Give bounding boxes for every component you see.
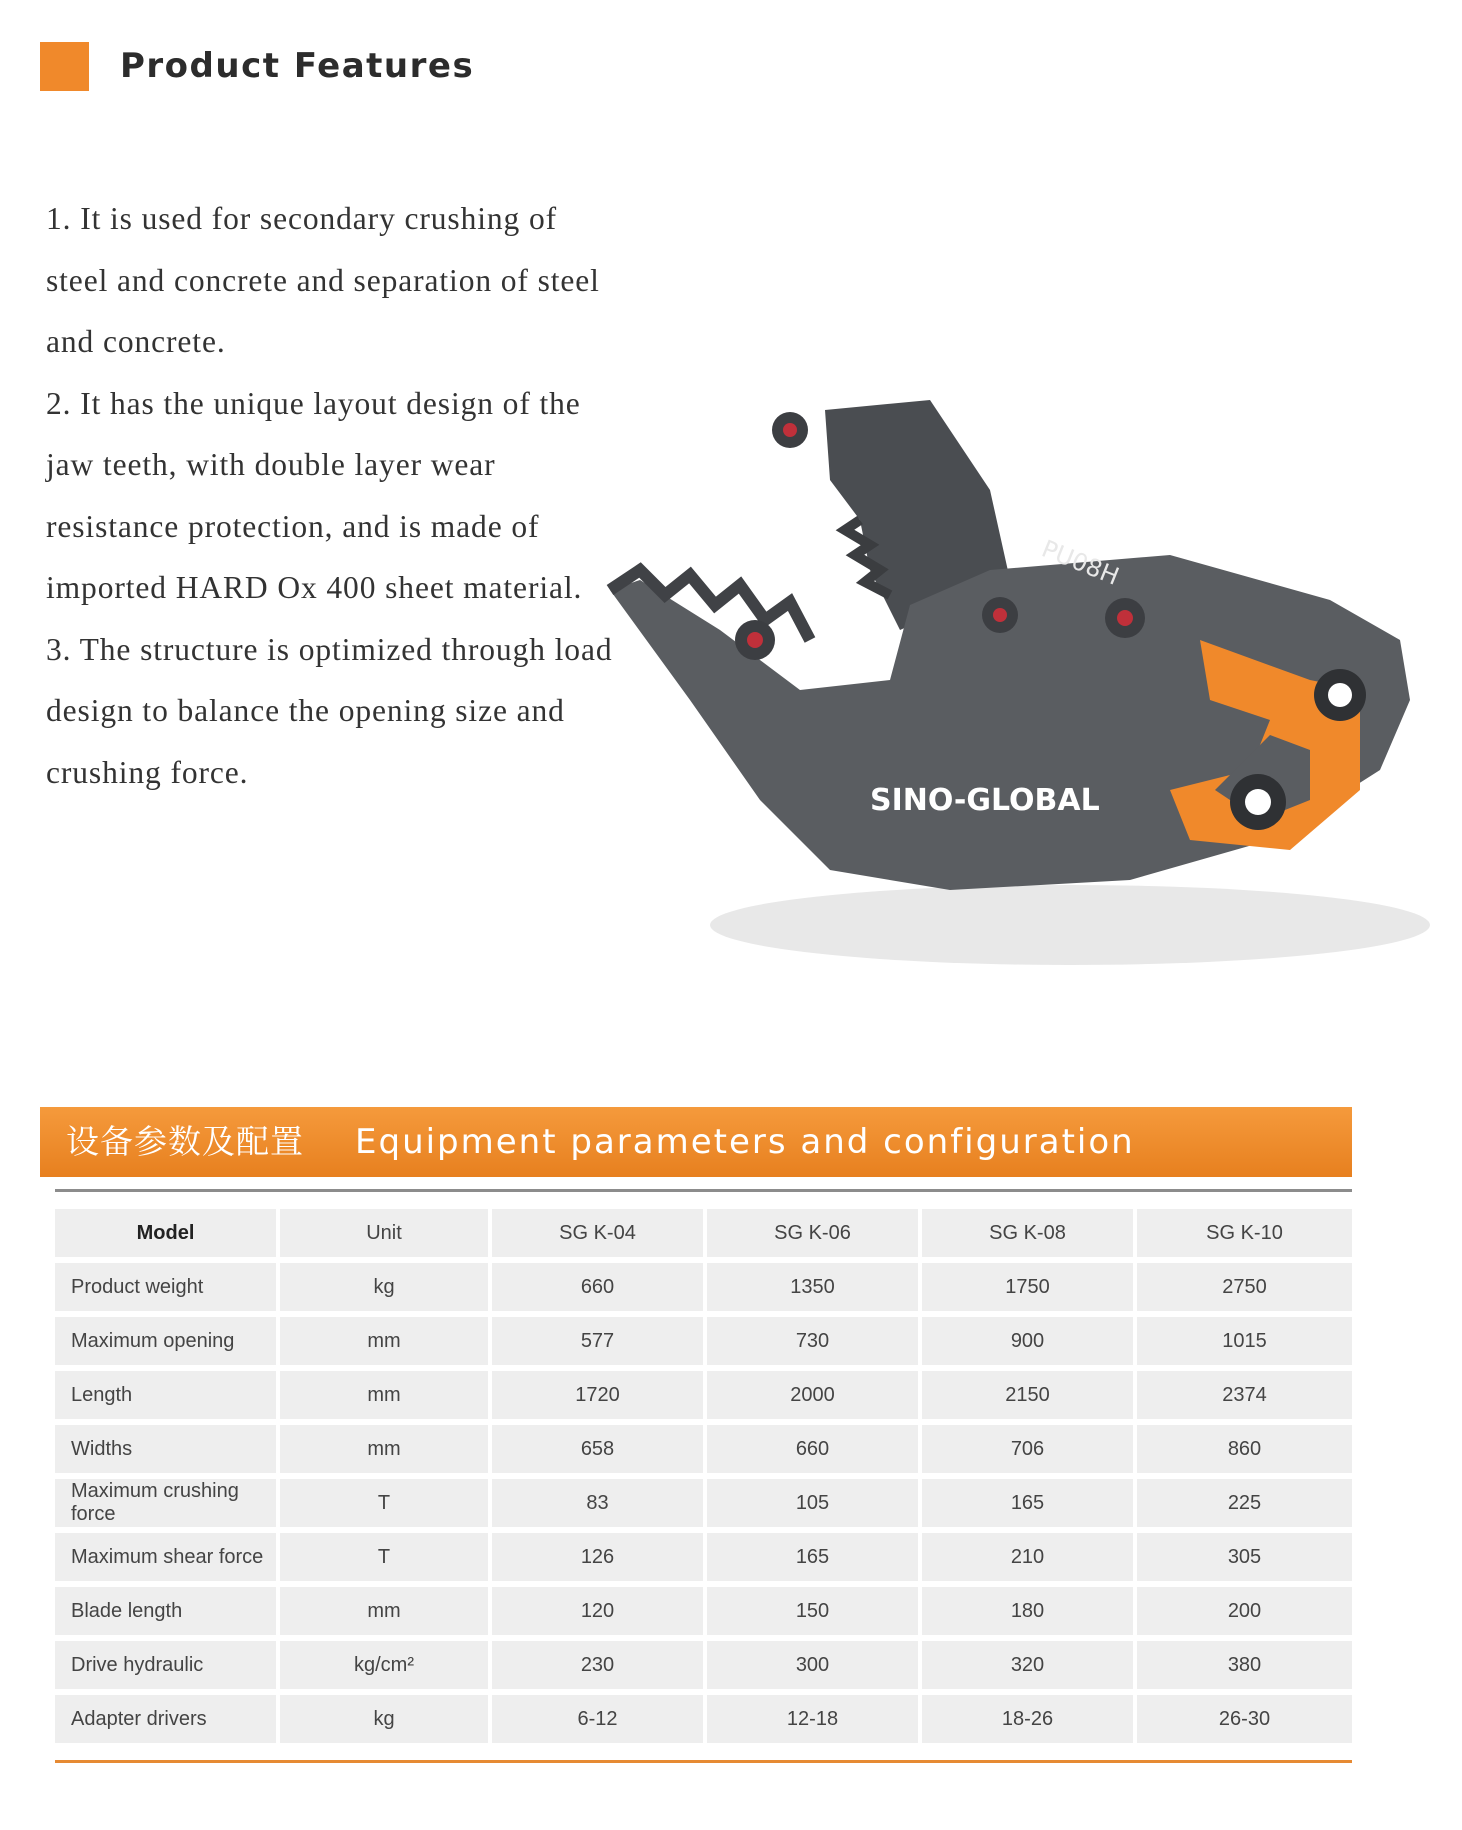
table-row [55, 1425, 1352, 1473]
value-cell: 2750 [1137, 1263, 1352, 1311]
value-cell: 305 [1137, 1533, 1352, 1581]
unit-cell: mm [280, 1425, 492, 1473]
table-row [55, 1479, 1352, 1527]
unit-cell: kg [280, 1263, 492, 1311]
header-cell: SG K-10 [1137, 1209, 1352, 1257]
header-cell: SG K-04 [492, 1209, 707, 1257]
value-cell: 83 [492, 1479, 707, 1527]
feature-item-2: 2. It has the unique layout design of the jaw teeth, with double layer wear resistance protection, and is made of imported HARD Ox 400 sheet material. [46, 385, 583, 605]
header-cell: Model [55, 1209, 280, 1257]
model-label: PU08H [1037, 534, 1123, 591]
value-cell: 230 [492, 1641, 707, 1689]
unit-cell: T [280, 1479, 492, 1527]
banner-title-cn: 设备参数及配置 [66, 1122, 304, 1161]
unit-cell: kg/cm² [280, 1641, 492, 1689]
brand-label: SINO-GLOBAL [870, 783, 1100, 818]
feature-item-1: 1. It is used for secondary crushing of steel and concrete and separation of steel and concrete. [46, 201, 600, 359]
param-cell: Maximum shear force [55, 1533, 280, 1581]
value-cell: 658 [492, 1425, 707, 1473]
param-cell: Drive hydraulic [55, 1641, 280, 1689]
product-shadow [710, 885, 1430, 965]
banner-title-en: Equipment parameters and configuration [355, 1122, 1135, 1162]
param-cell: Maximum crushing force [55, 1479, 280, 1527]
table-row [55, 1695, 1352, 1743]
param-cell: Maximum opening [55, 1317, 280, 1365]
table-header-row [55, 1209, 1352, 1257]
header-cell: Unit [280, 1209, 492, 1257]
value-cell: 900 [922, 1317, 1137, 1365]
value-cell: 105 [707, 1479, 922, 1527]
value-cell: 660 [707, 1425, 922, 1473]
value-cell: 660 [492, 1263, 707, 1311]
param-cell: Adapter drivers [55, 1695, 280, 1743]
value-cell: 6-12 [492, 1695, 707, 1743]
value-cell: 577 [492, 1317, 707, 1365]
value-cell: 210 [922, 1533, 1137, 1581]
value-cell: 1750 [922, 1263, 1137, 1311]
feature-list [46, 188, 616, 803]
param-cell: Widths [55, 1425, 280, 1473]
value-cell: 1350 [707, 1263, 922, 1311]
value-cell: 380 [1137, 1641, 1352, 1689]
value-cell: 12-18 [707, 1695, 922, 1743]
value-cell: 120 [492, 1587, 707, 1635]
table-top-rule [55, 1189, 1352, 1192]
value-cell: 18-26 [922, 1695, 1137, 1743]
table-row [55, 1533, 1352, 1581]
value-cell: 126 [492, 1533, 707, 1581]
param-cell: Blade length [55, 1587, 280, 1635]
header-accent-square [40, 42, 89, 91]
value-cell: 225 [1137, 1479, 1352, 1527]
value-cell: 180 [922, 1587, 1137, 1635]
value-cell: 320 [922, 1641, 1137, 1689]
value-cell: 150 [707, 1587, 922, 1635]
table-row [55, 1587, 1352, 1635]
table-row [55, 1263, 1352, 1311]
feature-item-3: 3. The structure is optimized through load design to balance the opening size and crushing force. [46, 631, 613, 790]
unit-cell: kg [280, 1695, 492, 1743]
value-cell: 1015 [1137, 1317, 1352, 1365]
value-cell: 2000 [707, 1371, 922, 1419]
param-cell: Product weight [55, 1263, 280, 1311]
unit-cell: mm [280, 1587, 492, 1635]
table-row [55, 1371, 1352, 1419]
value-cell: 165 [922, 1479, 1137, 1527]
param-cell: Length [55, 1371, 280, 1419]
table-row [55, 1641, 1352, 1689]
value-cell: 165 [707, 1533, 922, 1581]
header-cell: SG K-06 [707, 1209, 922, 1257]
value-cell: 300 [707, 1641, 922, 1689]
value-cell: 2374 [1137, 1371, 1352, 1419]
page-title: Product Features [120, 46, 475, 86]
unit-cell: T [280, 1533, 492, 1581]
unit-cell: mm [280, 1317, 492, 1365]
value-cell: 26-30 [1137, 1695, 1352, 1743]
header-cell: SG K-08 [922, 1209, 1137, 1257]
value-cell: 1720 [492, 1371, 707, 1419]
product-image [570, 370, 1440, 1010]
value-cell: 200 [1137, 1587, 1352, 1635]
table-banner [40, 1107, 1352, 1177]
value-cell: 706 [922, 1425, 1137, 1473]
value-cell: 860 [1137, 1425, 1352, 1473]
value-cell: 730 [707, 1317, 922, 1365]
table-bottom-rule [55, 1760, 1352, 1763]
value-cell: 2150 [922, 1371, 1137, 1419]
spec-table [55, 1203, 1352, 1749]
unit-cell: mm [280, 1371, 492, 1419]
table-row [55, 1317, 1352, 1365]
